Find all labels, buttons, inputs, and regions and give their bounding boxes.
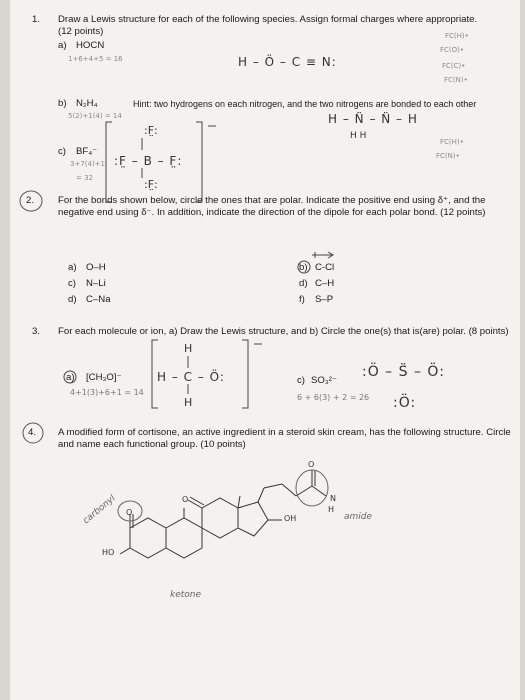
cortisone-structure (100, 466, 400, 626)
q2-item-e-label: d) (68, 294, 77, 305)
q3a-electron-count: 4+1(3)+6+1 = 14 (70, 388, 144, 397)
q3c-label: c) (297, 375, 305, 386)
q4-atom-n: N (330, 494, 336, 503)
q3c-formula: SO₃²⁻ (311, 375, 338, 386)
q4-atom-o-amide: O (308, 460, 315, 469)
q4-atom-oh: OH (284, 514, 297, 523)
q2-item-e-bond: C–Na (86, 294, 111, 305)
q1b-lewis-structure: H – N̈ – N̈ – H (328, 112, 418, 126)
q1c-electron-count: 3+7(4)+1 (70, 160, 106, 168)
q2-item-b-bond: C-Cl (315, 262, 335, 273)
q2-item-f-label: f) (299, 294, 305, 305)
worksheet-page (10, 0, 520, 700)
q3a-lewis-structure: H – C – Ö: (157, 370, 225, 384)
q1-prompt: Draw a Lewis structure for each of the following species. Assign formal charges where appropriate. (12 points) (58, 14, 478, 37)
q1c-label: c) (58, 146, 66, 157)
q1a-electron-count: 1+6+4+5 = 16 (68, 55, 123, 63)
q2-item-a-bond: O–H (86, 262, 106, 273)
q1c-lewis-structure: :F̤ – B – F̤: (114, 154, 183, 168)
q2-item-c-bond: N–Li (86, 278, 106, 289)
q2-item-f-bond: S–P (315, 294, 334, 305)
q2-item-d-bond: C–H (315, 278, 335, 289)
q4-annotation-ketone: ketone (170, 590, 202, 600)
q4-atom-h: H (328, 505, 335, 514)
q2-item-d-label: d) (299, 278, 308, 289)
q1b-label: b) (58, 98, 67, 109)
q2-item-b-label: b) (299, 262, 308, 273)
q1-number: 1. (32, 14, 41, 25)
q1a-lewis-structure: H – Ö – C ≡ N: (238, 55, 337, 69)
q4-number: 4. (28, 427, 37, 438)
q3-prompt: For each molecule or ion, a) Draw the Lewis structure, and b) Circle the one(s) that is(are) polar. (8 points) (58, 326, 509, 337)
q4-annotation-carbonyl: carbonyl (81, 493, 118, 527)
q1b-electron-count: 5(2)+1(4) = 14 (68, 112, 122, 120)
q1c-total: = 32 (76, 174, 93, 182)
q3c-lewis-structure: :Ö – S̈ – Ö: (362, 364, 445, 380)
q4-annotation-amide: amide (344, 512, 373, 522)
q1b-fc-n: FC(N)• (436, 152, 460, 160)
q2-item-a-label: a) (68, 262, 77, 273)
q3a-hydrogen-bottom: H (184, 396, 193, 409)
q3a-formula: [CH₃O]⁻ (86, 372, 122, 383)
q3a-label: a) (66, 372, 75, 383)
q1c-fluorine-bottom: :F̤: (144, 178, 158, 191)
q1a-label: a) (58, 40, 67, 51)
q1b-formula: N₂H₄ (76, 98, 98, 109)
q3-number: 3. (32, 326, 41, 337)
q1b-hint: Hint: two hydrogens on each nitrogen, and the two nitrogens are bonded to each other (133, 99, 477, 109)
q3a-hydrogen-top: H (184, 342, 193, 355)
q1a-fc-o: FC(O)• (440, 46, 465, 54)
q1b-hydrogens-below: H H (350, 131, 367, 141)
q3c-oxygen-bottom: :Ö: (393, 395, 417, 411)
q3c-electron-count: 6 + 6(3) + 2 = 26 (297, 393, 370, 402)
q4-atom-ho: HO (102, 548, 115, 557)
q1a-fc-c: FC(C)• (442, 62, 466, 70)
q1c-fluorine-top: :F̤: (144, 124, 158, 137)
q1c-formula: BF₄⁻ (76, 146, 98, 157)
q1a-formula: HOCN (76, 40, 105, 51)
q2-number: 2. (26, 195, 35, 206)
q2-prompt: For the bonds shown below, circle the ones that are polar. Indicate the positive end using δ⁺, and the negative end using δ⁻. In addition, indicate the direction of the dipole for each polar bond. (12 points) (58, 195, 486, 218)
q3a-ion-brackets (150, 336, 260, 412)
dipole-arrow-icon (310, 251, 336, 259)
q1b-fc-h: FC(H)• (440, 138, 464, 146)
q1a-fc-h: FC(H)• (445, 32, 469, 40)
q1a-fc-n: FC(N)• (444, 76, 468, 84)
q4-prompt: A modified form of cortisone, an active ingredient in a steroid skin cream, has the following structure. Circle and name each functional group. (10 points) (58, 427, 511, 450)
q4-atom-o-ketone-a: O (126, 508, 133, 517)
q4-atom-o-ketone-c: O (182, 495, 189, 504)
q2-item-c-label: c) (68, 278, 76, 289)
